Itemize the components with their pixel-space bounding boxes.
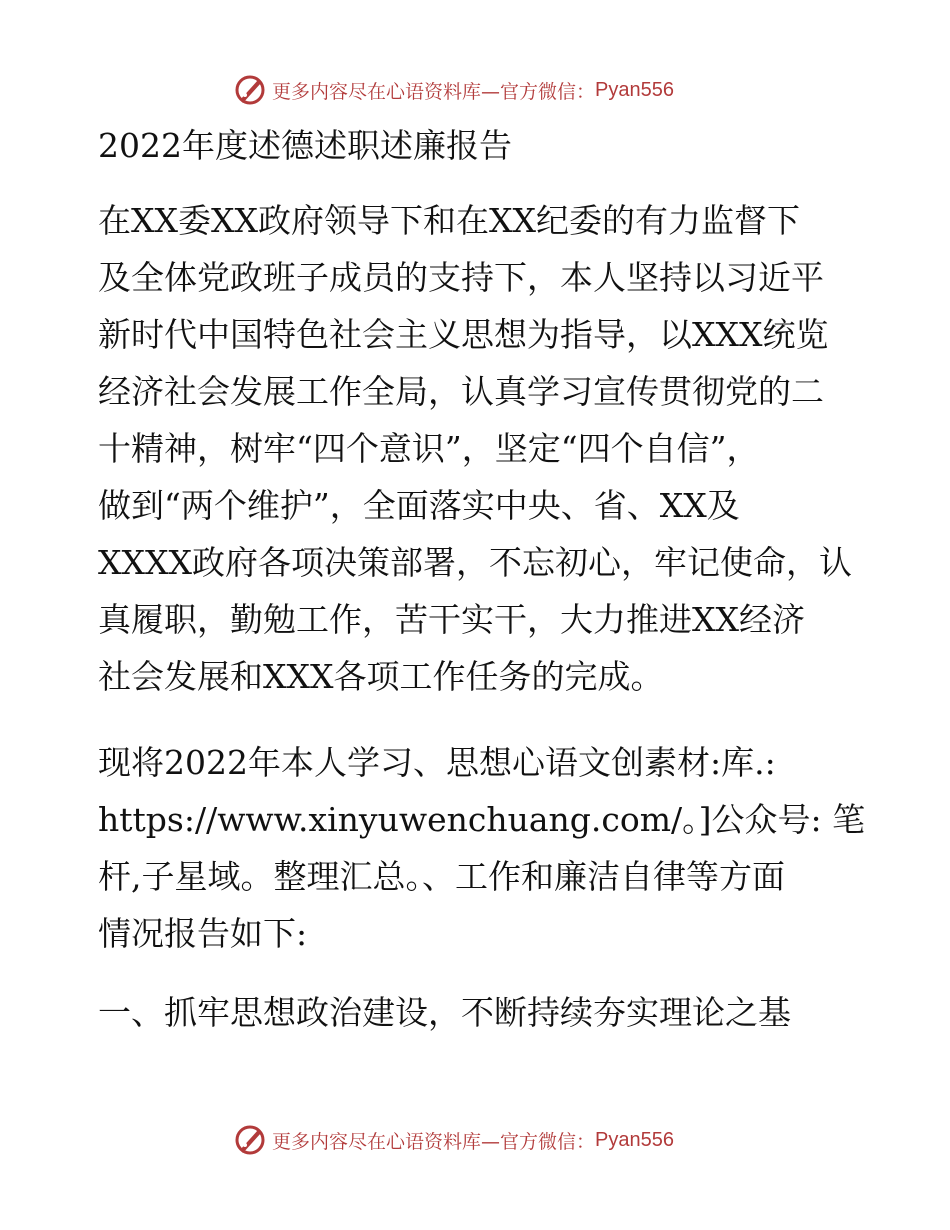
document-title: 2022年度述德述职述廉报告 <box>98 126 512 165</box>
paragraph-line: 做到“两个维护”，全面落实中央、省、XX及 <box>98 486 740 525</box>
paragraph-line: 经济社会发展工作全局，认真学习宣传贯彻党的二 <box>98 372 824 411</box>
paragraph-line: XXXX政府各项决策部署，不忘初心，牢记使命，认 <box>98 543 852 582</box>
paragraph-line: 现将2022年本人学习、思想心语文创素材:库.: <box>98 743 776 782</box>
paragraph-line: 情况报告如下: <box>98 914 308 953</box>
watermark-handle: Pyan556 <box>595 1128 674 1151</box>
watermark-banner-top <box>232 70 674 110</box>
paragraph-line: https://www.xinyuwenchuang.com/。]公众号: 笔 <box>98 800 866 839</box>
paragraph-line: 杆,子星域。整理汇总。、工作和廉洁自律等方面 <box>98 857 785 896</box>
watermark-text: 更多内容尽在心语资料库—官方微信： <box>272 1130 596 1153</box>
section-heading: 一、抓牢思想政治建设，不断持续夯实理论之基 <box>98 993 791 1032</box>
paragraph-line: 真履职，勤勉工作，苦干实干，大力推进XX经济 <box>98 600 805 639</box>
paragraph-line: 新时代中国特色社会主义思想为指导，以XXX统览 <box>98 315 829 354</box>
paragraph-line: 十精神，树牢“四个意识”，坚定“四个自信”， <box>98 429 760 468</box>
pen-logo-icon <box>232 72 268 108</box>
watermark-text: 更多内容尽在心语资料库—官方微信： <box>272 80 596 103</box>
watermark-handle: Pyan556 <box>595 78 674 101</box>
paragraph-line: 在XX委XX政府领导下和在XX纪委的有力监督下 <box>98 201 800 240</box>
paragraph-line: 及全体党政班子成员的支持下，本人坚持以习近平 <box>98 258 824 297</box>
watermark-banner-bottom <box>232 1120 674 1160</box>
paragraph-line: 社会发展和XXX各项工作任务的完成。 <box>98 657 664 696</box>
pen-logo-icon <box>232 1122 268 1158</box>
